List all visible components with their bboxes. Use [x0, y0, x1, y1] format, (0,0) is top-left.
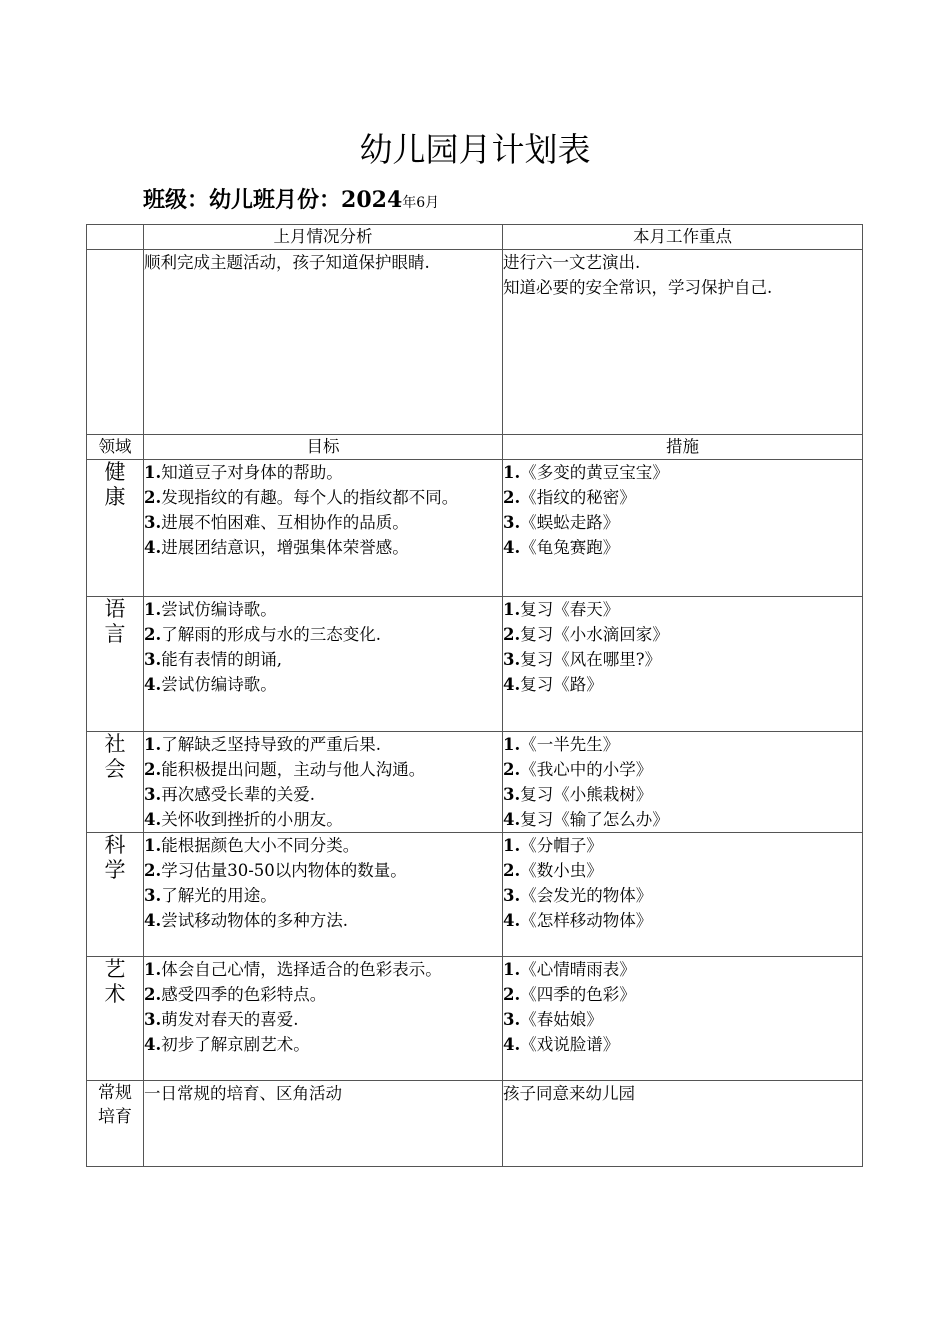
domain-row	[87, 460, 863, 597]
item-number: 4.	[144, 675, 162, 694]
goal-item	[144, 597, 502, 622]
item-number: 2.	[503, 861, 521, 880]
item-text: 知道豆子对身体的帮助。	[161, 463, 343, 482]
col-goal: 目标	[144, 435, 503, 460]
item-number: 1.	[503, 463, 521, 482]
item-number: 1.	[144, 600, 162, 619]
item-text: 《我心中的小学》	[520, 760, 653, 779]
item-text: 《龟兔赛跑》	[520, 538, 620, 557]
item-text: 进展团结意识，增强集体荣誉感。	[161, 538, 409, 557]
goal-item	[144, 732, 502, 757]
domain-row	[87, 833, 863, 957]
domain-char: 艺	[104, 957, 126, 981]
measure-item	[503, 485, 862, 510]
item-number: 4.	[503, 675, 521, 694]
routine-measure: 孩子同意来幼儿园	[503, 1081, 863, 1167]
item-text: 《多变的黄豆宝宝》	[520, 463, 669, 482]
measure-cell	[503, 732, 863, 833]
item-number: 4.	[144, 1035, 162, 1054]
item-number: 4.	[503, 810, 521, 829]
goal-item	[144, 883, 502, 908]
item-text: 复习《风在哪里?》	[520, 650, 662, 669]
domain-char: 康	[104, 485, 126, 509]
analysis-text: 顺利完成主题活动，孩子知道保护眼睛.	[144, 253, 430, 272]
item-number: 3.	[144, 785, 162, 804]
col-domain: 领域	[87, 435, 144, 460]
measure-cell	[503, 833, 863, 957]
item-text: 能积极提出问题，主动与他人沟通。	[161, 760, 426, 779]
goal-item	[144, 1032, 502, 1057]
goal-item	[144, 833, 502, 858]
item-number: 4.	[144, 810, 162, 829]
goal-item	[144, 807, 502, 832]
item-text: 关怀收到挫折的小朋友。	[161, 810, 343, 829]
domain-char: 语	[104, 597, 126, 621]
goal-item	[144, 957, 502, 982]
item-text: 萌发对春天的喜爱.	[161, 1010, 299, 1029]
item-text: 《分帽子》	[520, 836, 603, 855]
item-text: 《心情晴雨表》	[520, 960, 636, 979]
class-label: 班级：幼儿班月份：	[143, 187, 342, 213]
domain-char: 术	[104, 982, 126, 1006]
goal-item	[144, 908, 502, 933]
item-number: 4.	[144, 538, 162, 557]
goal-item	[144, 647, 502, 672]
goal-cell	[144, 597, 503, 732]
goal-cell	[144, 460, 503, 597]
item-number: 3.	[503, 513, 521, 532]
goal-cell	[144, 957, 503, 1081]
blank-cell	[87, 225, 144, 250]
item-number: 3.	[144, 1010, 162, 1029]
routine-row	[87, 1081, 863, 1167]
measure-item	[503, 672, 862, 697]
item-text: 初步了解京剧艺术。	[161, 1035, 310, 1054]
column-header-row	[87, 435, 863, 460]
col-measure: 措施	[503, 435, 863, 460]
item-text: 《怎样移动物体》	[520, 911, 653, 930]
domain-char: 学	[104, 858, 126, 882]
item-number: 2.	[503, 760, 521, 779]
item-text: 复习《春天》	[520, 600, 620, 619]
domain-char: 会	[104, 757, 126, 781]
item-text: 能有表情的朗诵,	[161, 650, 282, 669]
goal-cell	[144, 833, 503, 957]
item-text: 尝试仿编诗歌。	[161, 600, 277, 619]
item-text: 发现指纹的有趣。每个人的指纹都不同。	[161, 488, 459, 507]
focus-line: 知道必要的安全常识，学习保护自己.	[503, 278, 773, 297]
measure-item	[503, 647, 862, 672]
item-text: 尝试移动物体的多种方法.	[161, 911, 348, 930]
item-text: 《戏说脸谱》	[520, 1035, 620, 1054]
measure-item	[503, 510, 862, 535]
goal-item	[144, 858, 502, 883]
item-number: 3.	[144, 650, 162, 669]
domain-char: 健	[104, 460, 126, 484]
item-number: 3.	[503, 886, 521, 905]
measure-item	[503, 535, 862, 560]
focus-line: 进行六一文艺演出.	[503, 253, 641, 272]
year-value: 2024	[341, 187, 403, 213]
overview-header-row	[87, 225, 863, 250]
measure-item	[503, 732, 862, 757]
goal-item	[144, 782, 502, 807]
plan-table	[86, 224, 863, 1167]
month-focus	[503, 250, 863, 435]
item-text: 《四季的色彩》	[520, 985, 636, 1004]
goal-item	[144, 622, 502, 647]
routine-goal: 一日常规的培育、区角活动	[144, 1081, 503, 1167]
item-number: 2.	[503, 488, 521, 507]
domain-char: 社	[104, 732, 126, 756]
measure-cell	[503, 957, 863, 1081]
item-text: 能根据颜色大小不同分类。	[161, 836, 360, 855]
goal-item	[144, 757, 502, 782]
item-number: 1.	[144, 463, 162, 482]
domain-name	[87, 833, 144, 957]
item-number: 1.	[503, 836, 521, 855]
measure-item	[503, 782, 862, 807]
measure-cell	[503, 460, 863, 597]
item-text: 复习《小熊栽树》	[520, 785, 653, 804]
item-number: 3.	[144, 513, 162, 532]
item-number: 4.	[503, 911, 521, 930]
item-text: 再次感受长辈的关爱.	[161, 785, 315, 804]
domain-word: 培育	[98, 1107, 132, 1127]
domain-char: 言	[104, 622, 126, 646]
blank-cell	[87, 250, 144, 435]
measure-item	[503, 982, 862, 1007]
goal-item	[144, 982, 502, 1007]
item-text: 《蜈蚣走路》	[520, 513, 620, 532]
measure-item	[503, 908, 862, 933]
item-text: 尝试仿编诗歌。	[161, 675, 277, 694]
goal-cell	[144, 732, 503, 833]
domain-word: 常规	[98, 1083, 132, 1103]
measure-item	[503, 883, 862, 908]
item-number: 2.	[144, 488, 162, 507]
domain-name	[87, 957, 144, 1081]
measure-item	[503, 807, 862, 832]
measure-item	[503, 957, 862, 982]
item-number: 1.	[144, 836, 162, 855]
item-number: 2.	[144, 861, 162, 880]
goal-item	[144, 460, 502, 485]
measure-item	[503, 1007, 862, 1032]
domain-name	[87, 460, 144, 597]
item-text: 《会发光的物体》	[520, 886, 653, 905]
item-text: 感受四季的色彩特点。	[161, 985, 327, 1004]
item-number: 3.	[503, 1010, 521, 1029]
item-text: 《指纹的秘密》	[520, 488, 636, 507]
goal-item	[144, 1007, 502, 1032]
domain-name	[87, 732, 144, 833]
item-number: 1.	[503, 960, 521, 979]
item-text: 了解缺乏坚持导致的严重后果.	[161, 735, 381, 754]
item-number: 3.	[503, 650, 521, 669]
item-number: 2.	[144, 760, 162, 779]
measure-item	[503, 858, 862, 883]
routine-domain	[87, 1081, 144, 1167]
item-number: 2.	[144, 625, 162, 644]
item-text: 进展不怕困难、互相协作的品质。	[161, 513, 409, 532]
header-last-month: 上月情况分析	[144, 225, 503, 250]
item-number: 4.	[144, 911, 162, 930]
item-number: 1.	[503, 600, 521, 619]
item-text: 复习《输了怎么办》	[520, 810, 669, 829]
goal-item	[144, 535, 502, 560]
measure-item	[503, 597, 862, 622]
measure-item	[503, 1032, 862, 1057]
header-month-focus: 本月工作重点	[503, 225, 863, 250]
domain-name	[87, 597, 144, 732]
item-text: 复习《路》	[520, 675, 603, 694]
item-number: 2.	[144, 985, 162, 1004]
domain-row	[87, 597, 863, 732]
page-title: 幼儿园月计划表	[359, 130, 591, 169]
item-text: 《春姑娘》	[520, 1010, 603, 1029]
goal-item	[144, 672, 502, 697]
item-text: 体会自己心情，选择适合的色彩表示。	[161, 960, 442, 979]
item-number: 1.	[503, 735, 521, 754]
measure-item	[503, 460, 862, 485]
class-month-line	[143, 183, 439, 220]
overview-row	[87, 250, 863, 435]
measure-item	[503, 757, 862, 782]
domain-row	[87, 732, 863, 833]
measure-item	[503, 622, 862, 647]
item-number: 2.	[503, 985, 521, 1004]
item-number: 3.	[144, 886, 162, 905]
item-text: 复习《小水滴回家》	[520, 625, 669, 644]
item-text: 了解雨的形成与水的三态变化.	[161, 625, 381, 644]
item-text: 《一半先生》	[520, 735, 620, 754]
measure-cell	[503, 597, 863, 732]
item-text: 《数小虫》	[520, 861, 603, 880]
goal-item	[144, 485, 502, 510]
domain-char: 科	[104, 833, 126, 857]
item-number: 4.	[503, 538, 521, 557]
item-text: 了解光的用途。	[161, 886, 277, 905]
item-number: 3.	[503, 785, 521, 804]
item-number: 1.	[144, 960, 162, 979]
item-number: 1.	[144, 735, 162, 754]
goal-item	[144, 510, 502, 535]
item-text: 学习估量30-50以内物体的数量。	[161, 861, 407, 880]
measure-item	[503, 833, 862, 858]
item-number: 4.	[503, 1035, 521, 1054]
month-value: 年6月	[402, 195, 440, 211]
last-month-analysis	[144, 250, 503, 435]
domain-row	[87, 957, 863, 1081]
item-number: 2.	[503, 625, 521, 644]
